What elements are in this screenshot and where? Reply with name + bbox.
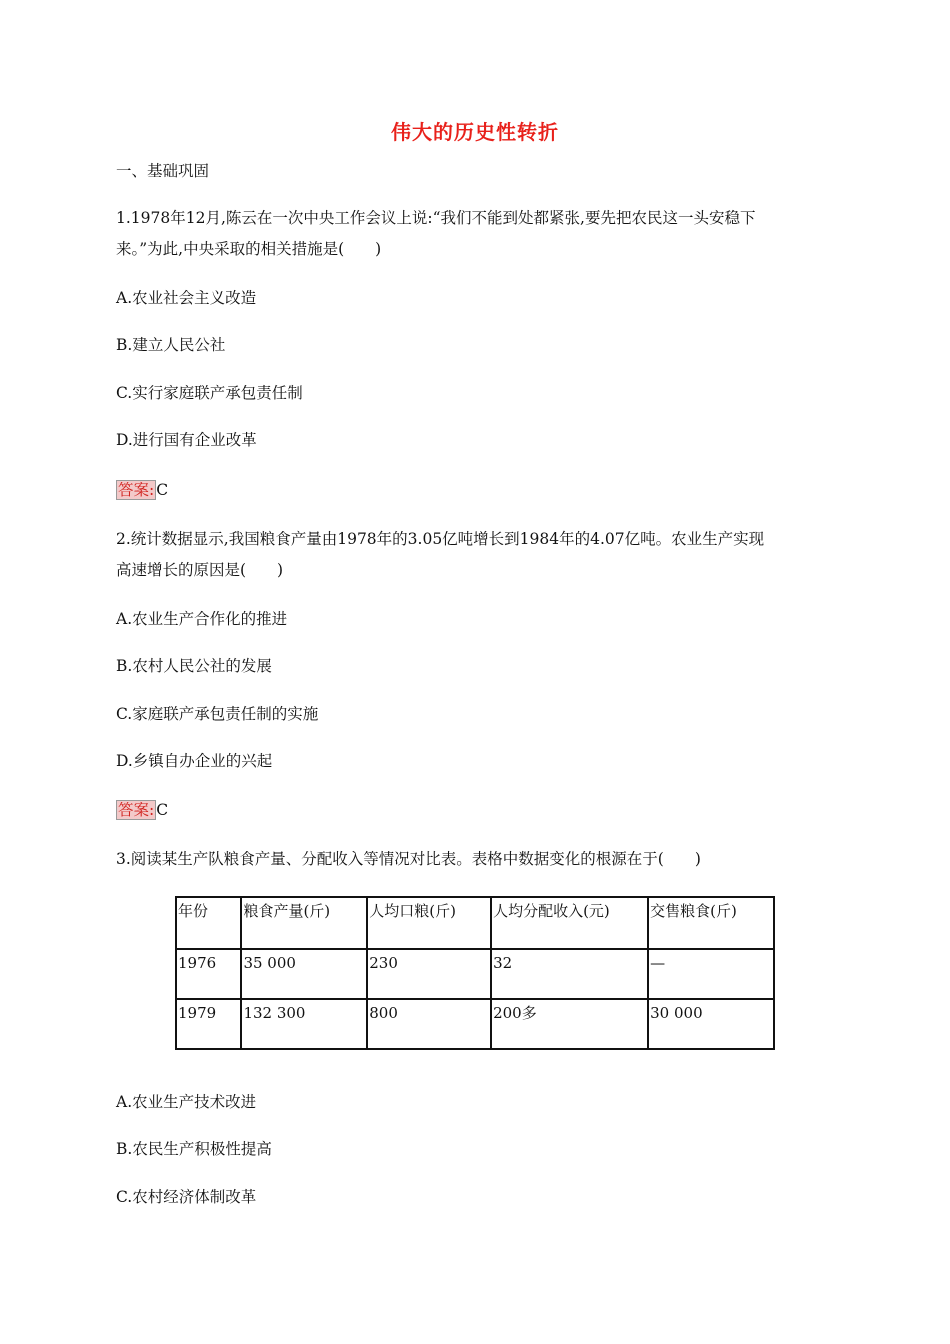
table-row <box>176 999 774 1049</box>
data-table <box>175 896 775 1050</box>
q2-option-c: C.家庭联产承包责任制的实施 <box>116 705 319 723</box>
table-header-row <box>176 897 774 949</box>
q1-option-d: D.进行国有企业改革 <box>116 431 257 449</box>
q2-option-a: A.农业生产合作化的推进 <box>116 610 288 628</box>
table-cell: 1979 <box>176 999 241 1049</box>
q2-option-d: D.乡镇自办企业的兴起 <box>116 752 273 770</box>
q2-stem-line-2: 高速增长的原因是( ) <box>116 561 284 579</box>
page-title: 伟大的历史性转折 <box>391 120 559 144</box>
q1-answer <box>116 479 168 501</box>
q2-answer <box>116 799 168 821</box>
table-cell: 1976 <box>176 949 241 999</box>
table-header-cell: 交售粮食(斤) <box>648 897 774 949</box>
answer-label: 答案: <box>118 801 155 819</box>
q2-stem-line-1: 2.统计数据显示,我国粮食产量由1978年的3.05亿吨增长到1984年的4.07亿吨。农业生产实现 <box>116 530 765 548</box>
table-header-cell: 年份 <box>176 897 241 949</box>
table-cell: 230 <box>367 949 491 999</box>
q2-option-b: B.农村人民公社的发展 <box>116 657 272 675</box>
table-header-cell: 粮食产量(斤) <box>241 897 367 949</box>
table-header-cell: 人均口粮(斤) <box>367 897 491 949</box>
q1-stem-line-1: 1.1978年12月,陈云在一次中央工作会议上说:“我们不能到处都紧张,要先把农民这一头安稳下 <box>116 209 756 227</box>
q1-option-c: C.实行家庭联产承包责任制 <box>116 384 303 402</box>
q1-answer-value: C <box>156 481 169 499</box>
q3-option-a: A.农业生产技术改进 <box>116 1093 257 1111</box>
answer-label: 答案: <box>118 481 155 499</box>
q3-option-c: C.农村经济体制改革 <box>116 1188 257 1206</box>
table-cell: — <box>648 949 774 999</box>
table-row <box>176 949 774 999</box>
table-header-cell: 人均分配收入(元) <box>491 897 648 949</box>
table-cell: 200多 <box>491 999 648 1049</box>
q3-stem-line-1: 3.阅读某生产队粮食产量、分配收入等情况对比表。表格中数据变化的根源在于( ) <box>116 850 701 868</box>
table-cell: 30 000 <box>648 999 774 1049</box>
q1-option-b: B.建立人民公社 <box>116 336 226 354</box>
table-cell: 132 300 <box>241 999 367 1049</box>
q2-answer-value: C <box>156 801 169 819</box>
q1-stem-line-2: 来。”为此,中央采取的相关措施是( ) <box>116 240 382 258</box>
q3-option-b: B.农民生产积极性提高 <box>116 1140 272 1158</box>
table-cell: 35 000 <box>241 949 367 999</box>
section-heading: 一、基础巩固 <box>116 162 210 180</box>
table-cell: 32 <box>491 949 648 999</box>
q1-option-a: A.农业社会主义改造 <box>116 289 257 307</box>
table-cell: 800 <box>367 999 491 1049</box>
